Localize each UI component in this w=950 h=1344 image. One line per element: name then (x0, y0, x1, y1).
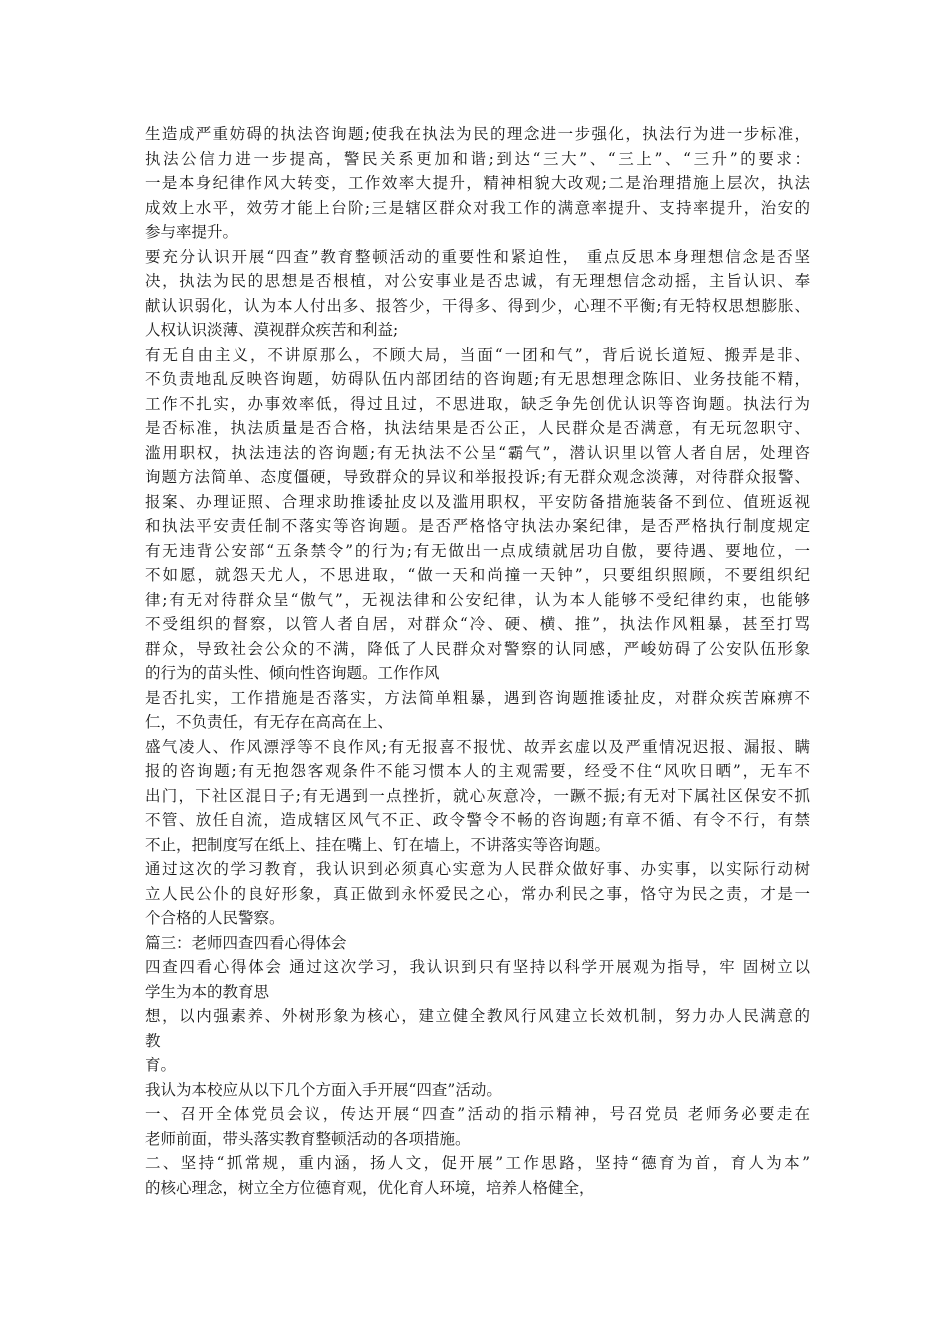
text-line: 不止，把制度写在纸上、挂在嘴上、钉在墙上，不讲落实等咨询题。 (145, 835, 611, 854)
text-line: 报案、办理证照、合理求助推诿扯皮以及滥用职权，平安防备措施装备不到位、值班返视 (145, 492, 810, 511)
text-line: 盛气凌人、作风漂浮等不良作风;有无报喜不报忧、故弄玄虚以及严重情况迟报、漏报、瞒 (145, 737, 810, 756)
text-line: 想，以内强素养、外树形象为核心，建立健全教风行风建立长效机制，努力办人民满意的 (145, 1007, 810, 1025)
text-line: 和执法平安责任制不落实等咨询题。是否严格恪守执法办案纪律，是否严格执行制度规定 (145, 517, 810, 535)
text-line: 教 (145, 1031, 161, 1050)
text-line: 是否标准，执法质量是否合格，执法结果是否公正，人民群众是否满意，有无玩忽职守、 (145, 419, 810, 437)
text-line: 生造成严重妨碍的执法咨询题;使我在执法为民的理念进一步强化，执法行为进一步标准， (145, 125, 810, 143)
text-line: 的核心理念，树立全方位德育观，优化育人环境，培养人格健全， (145, 1178, 595, 1197)
text-line: 参与率提升。 (145, 223, 239, 241)
text-line: 要充分认识开展“四查”教育整顿活动的重要性和紧迫性， 重点反思本身理想信念是否坚 (145, 247, 810, 266)
text-line: 一是本身纪律作风大转变，工作效率大提升，精神相貌大改观;二是治理措施上层次，执法 (145, 174, 810, 192)
text-line: 出门，下社区混日子;有无遇到一点挫折，就心灰意冷，一蹶不振;有无对下属社区保安不抓 (145, 786, 810, 805)
text-line: 一、召开全体党员会议，传达开展“四查”活动的指示精神，号召党员 老师务必要走在 (145, 1105, 810, 1123)
text-line: 有无自由主义，不讲原那么，不顾大局，当面“一团和气”，背后说长道短、搬弄是非、 (145, 345, 810, 364)
text-line: 不受组织的督察，以管人者自居，对群众“冷、硬、横、推”，执法作风粗暴，甚至打骂 (145, 615, 810, 633)
text-line: 不负责地乱反映咨询题，妨碍队伍内部团结的咨询题;有无思想理念陈旧、业务技能不精， (145, 370, 810, 388)
text-line: 仁，不负责任，有无存在高高在上、 (145, 713, 394, 731)
text-line: 老师前面，带头落实教育整顿活动的各项措施。 (145, 1129, 471, 1148)
text-line: 律;有无对待群众呈“傲气”，无视法律和公安纪律，认为本人能够不受纪律约束，也能够 (145, 590, 810, 609)
text-line: 我认为本校应从以下几个方面入手开展“四查”活动。 (145, 1080, 502, 1099)
text-line: 篇三：老师四查四看心得体会 (145, 933, 347, 952)
text-line: 成效上水平，效劳才能上台阶;三是辖区群众对我工作的满意率提升、支持率提升，治安的 (145, 198, 810, 217)
text-line: 报的咨询题;有无抱怨客观条件不能习惯本人的主观需要，经受不住“风吹日晒”，无车不 (145, 762, 810, 780)
text-line: 通过这次的学习教育，我认识到必须真心实意为人民群众做好事、办实事，以实际行动树 (145, 860, 810, 878)
text-line: 献认识弱化，认为本人付出多、报答少，干得多、得到少，心理不平衡;有无特权思想膨胀、 (145, 296, 810, 315)
text-line: 有无违背公安部“五条禁令”的行为;有无做出一点成绩就居功自傲，要待遇、要地位，一 (145, 541, 810, 560)
text-line: 工作不扎实，办事效率低，得过且过，不思进取，缺乏争先创优认识等咨询题。执法行为 (145, 394, 810, 413)
text-line: 询题方法简单、态度僵硬，导致群众的异议和举报投诉;有无群众观念淡薄，对待群众报警、 (145, 468, 810, 486)
text-line: 四查四看心得体会 通过这次学习，我认识到只有坚持以科学开展观为指导，牢 固树立以 (145, 958, 810, 976)
text-line: 决，执法为民的思想是否根植，对公安事业是否忠诚，有无理想信念动摇，主旨认识、奉 (145, 272, 810, 290)
text-line: 执法公信力进一步提高，警民关系更加和谐;到达“三大”、“三上”、“三升”的要求： (145, 149, 810, 168)
text-line: 不如愿，就怨天尤人，不思进取，“做一天和尚撞一天钟”，只要组织照顾，不要组织纪 (145, 566, 810, 584)
text-line: 二、坚持“抓常规，重内涵，扬人文，促开展”工作思路，坚持“德育为首，育人为本” (145, 1154, 810, 1172)
text-line: 群众，导致社会公众的不满，降低了人民群众对警察的认同感，严峻妨碍了公安队伍形象 (145, 639, 810, 658)
text-line: 的行为的苗头性、倾向性咨询题。工作作风 (145, 664, 440, 682)
document-body (145, 122, 810, 1200)
text-line: 是否扎实，工作措施是否落实，方法简单粗暴，遇到咨询题推诿扯皮，对群众疾苦麻痹不 (145, 688, 810, 707)
text-line: 个合格的人民警察。 (145, 909, 285, 927)
text-line: 滥用职权，执法违法的咨询题;有无执法不公呈“霸气”，潜认识里以管人者自居，处理咨 (145, 443, 810, 462)
text-line: 人权认识淡薄、漠视群众疾苦和利益; (145, 321, 399, 339)
text-line: 立人民公仆的良好形象，真正做到永怀爱民之心，常办利民之事，恪守为民之责，才是一 (145, 884, 810, 903)
text-line: 学生为本的教育思 (145, 982, 270, 1001)
text-line: 育。 (145, 1056, 177, 1074)
text-line: 不管、放任自流，造成辖区风气不正、政令警令不畅的咨询题;有章不循、有令不行，有禁 (145, 811, 810, 829)
